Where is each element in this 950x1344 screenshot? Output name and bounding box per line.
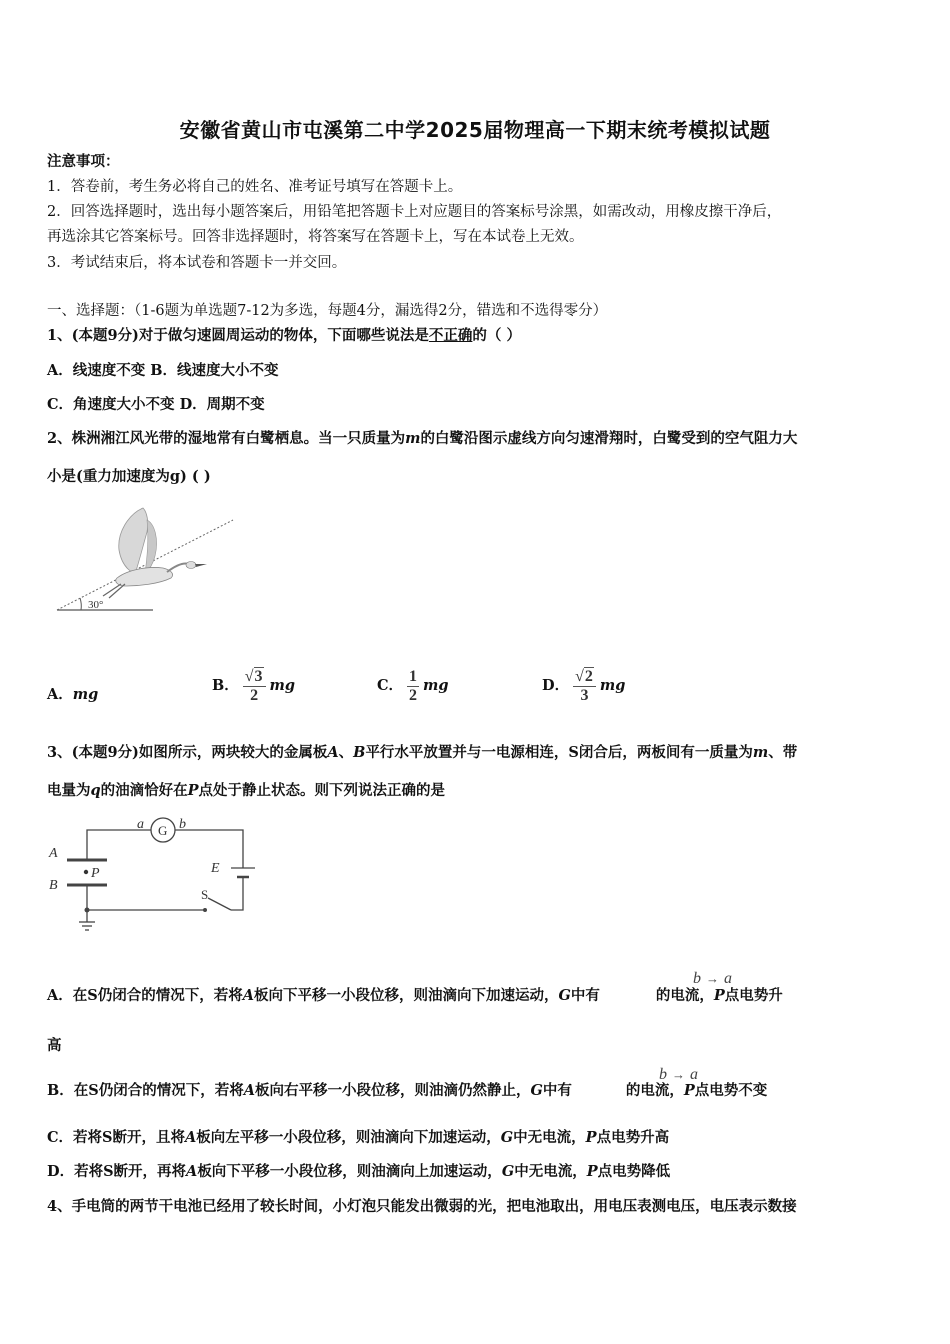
option-label: C． bbox=[377, 677, 404, 694]
var-A: A bbox=[243, 1082, 255, 1099]
oil-drop-dot bbox=[84, 870, 88, 874]
var-P: P bbox=[713, 987, 725, 1004]
option-text: A．在S仍闭合的情况下，若将 bbox=[47, 987, 243, 1004]
var-q: q bbox=[90, 782, 101, 799]
fraction-numerator: 2 bbox=[584, 667, 593, 685]
var-G: G bbox=[500, 1129, 514, 1146]
underlined-text: 不正确 bbox=[428, 327, 473, 344]
switch-contact bbox=[203, 908, 207, 912]
arrow-right-icon: → bbox=[672, 1067, 685, 1082]
var-G: G bbox=[501, 1163, 515, 1180]
question-tag: (本题9分) bbox=[71, 327, 139, 344]
question-number: 3、 bbox=[47, 744, 72, 761]
fraction-denominator: 2 bbox=[409, 686, 418, 704]
wire-right bbox=[231, 877, 243, 910]
wire-bottom bbox=[87, 885, 205, 910]
var-P: P bbox=[683, 1082, 695, 1099]
q3-text: 、带 bbox=[768, 744, 798, 761]
page-title: 安徽省黄山市屯溪第二中学2025届物理高一下期末统考模拟试题 bbox=[179, 118, 771, 142]
fraction-denominator: 3 bbox=[573, 686, 596, 705]
q2-option-d bbox=[542, 658, 625, 714]
notice-item: 1．答卷前，考生务必将自己的姓名、准考证号填写在答题卡上。 bbox=[47, 179, 463, 195]
question-number: 1、 bbox=[47, 327, 72, 344]
flow-to: a bbox=[724, 970, 732, 987]
fraction-numerator: 3 bbox=[254, 667, 263, 685]
label-P: P bbox=[91, 866, 100, 881]
fraction-denominator: 2 bbox=[243, 686, 266, 705]
q2-option-b bbox=[212, 658, 295, 714]
label-E: E bbox=[211, 861, 220, 876]
option-text: 板向下平移一小段位移，则油滴向上加速运动， bbox=[197, 1163, 502, 1180]
q2-option-a bbox=[47, 685, 98, 705]
question-3-line-1 bbox=[47, 743, 797, 763]
label-S: S bbox=[201, 887, 209, 902]
option-text: 点电势不变 bbox=[694, 1082, 768, 1099]
q1-options-ab: A．线速度不变 B．线速度大小不变 bbox=[47, 362, 279, 379]
var-A: A bbox=[327, 744, 339, 761]
q2-text: 的白鹭沿图示虚线方向匀速滑翔时，白鹭受到的空气阻力大 bbox=[420, 430, 798, 447]
option-text: 中无电流， bbox=[513, 1129, 586, 1146]
question-4-line-1: 4、手电筒的两节干电池已经用了较长时间，小灯泡只能发出微弱的光，把电池取出，用电压表测电压，电压表示数接 bbox=[47, 1198, 797, 1215]
var-mg: mg bbox=[599, 677, 626, 694]
option-label: A． bbox=[47, 686, 73, 703]
q3-text: 点处于静止状态。则下列说法正确的是 bbox=[198, 782, 446, 799]
switch-blade bbox=[208, 898, 231, 910]
junction-dot bbox=[85, 908, 90, 913]
q3-option-b bbox=[47, 1081, 767, 1101]
arrow-right-icon: → bbox=[706, 971, 719, 986]
q2-option-c bbox=[377, 658, 449, 714]
option-text: 板向下平移一小段位移，则油滴向下加速运动， bbox=[254, 987, 559, 1004]
q3-text: 、 bbox=[338, 744, 354, 761]
notice-heading: 注意事项： bbox=[47, 153, 120, 170]
q1-options-cd: C．角速度大小不变 D．周期不变 bbox=[47, 396, 265, 413]
q3-option-d bbox=[47, 1162, 670, 1182]
var-A: A bbox=[186, 1163, 198, 1180]
var-A: A bbox=[185, 1129, 197, 1146]
label-a: a bbox=[137, 817, 144, 832]
option-text: 中有 bbox=[542, 1082, 572, 1099]
option-text: 中无电流， bbox=[514, 1163, 587, 1180]
fraction-numerator: 1 bbox=[409, 667, 418, 685]
q3-text: 的油滴恰好在 bbox=[100, 782, 188, 799]
var-mg: mg bbox=[269, 677, 296, 694]
q3-text: 电量为 bbox=[47, 782, 91, 799]
var-P: P bbox=[585, 1129, 597, 1146]
question-1 bbox=[47, 326, 521, 346]
label-b: b bbox=[179, 817, 186, 832]
question-2-line-2: 小是(重力加速度为g) ( ) bbox=[47, 468, 211, 485]
current-direction-b-to-a bbox=[693, 970, 732, 988]
question-text-tail: 的（ ） bbox=[472, 327, 521, 344]
q3-option-a bbox=[47, 986, 783, 1006]
angle-label: 30° bbox=[88, 599, 104, 611]
egret-figure bbox=[55, 500, 240, 620]
q2-text: 2、株洲湘江风光带的湿地常有白鹭栖息。当一只质量为 bbox=[47, 430, 406, 447]
option-text: D．若将S断开，再将 bbox=[47, 1163, 187, 1180]
flow-from: b bbox=[659, 1066, 667, 1083]
fraction-1-over-2 bbox=[407, 668, 419, 705]
option-text: 的电流， bbox=[655, 987, 714, 1004]
option-text: 中有 bbox=[570, 987, 600, 1004]
fraction-sqrt3-over-2: $\frac{√3}{2}$ bbox=[243, 668, 266, 705]
var-m: m bbox=[405, 430, 421, 447]
var-m: m bbox=[752, 744, 769, 761]
question-2-line-1 bbox=[47, 429, 797, 449]
notice-item: 再选涂其它答案标号。回答非选择题时，将答案写在答题卡上，写在本试卷上无效。 bbox=[47, 229, 584, 245]
wire-top-left bbox=[87, 830, 151, 860]
option-text: 的电流， bbox=[625, 1082, 684, 1099]
label-G: G bbox=[158, 823, 168, 838]
egret-icon bbox=[103, 508, 207, 598]
option-text: 点电势升 bbox=[724, 987, 783, 1004]
option-text: C．若将S断开，且将 bbox=[47, 1129, 186, 1146]
current-direction-b-to-a bbox=[659, 1066, 698, 1084]
var-B: B bbox=[353, 744, 366, 761]
notice-item: 2．回答选择题时，选出每小题答案后，用铅笔把答题卡上对应题目的答案标号涂黑，如需改动，用橡皮擦干净后， bbox=[47, 204, 782, 220]
option-label: D． bbox=[542, 677, 570, 694]
var-G: G bbox=[558, 987, 571, 1004]
notice-item: 3．考试结束后，将本试卷和答题卡一并交回。 bbox=[47, 255, 347, 271]
flow-from: b bbox=[693, 970, 701, 987]
fraction-sqrt2-over-3: $\frac{√2}{3}$ bbox=[573, 668, 596, 705]
question-text: 对于做匀速圆周运动的物体，下面哪些说法是 bbox=[138, 327, 429, 344]
option-text: 板向左平移一小段位移，则油滴向下加速运动， bbox=[196, 1129, 501, 1146]
label-B: B bbox=[49, 878, 58, 893]
question-3-line-2 bbox=[47, 781, 445, 801]
flow-to: a bbox=[690, 1066, 698, 1083]
q3-option-a-wrap: 高 bbox=[47, 1037, 62, 1054]
var-mg: mg bbox=[423, 677, 449, 694]
angle-arc bbox=[80, 598, 81, 610]
label-A: A bbox=[49, 846, 58, 861]
var-G: G bbox=[530, 1082, 543, 1099]
q3-text: 如图所示，两块较大的金属板 bbox=[138, 744, 328, 761]
circuit-diagram bbox=[45, 810, 265, 940]
option-text: 板向右平移一小段位移，则油滴仍然静止， bbox=[255, 1082, 531, 1099]
option-label: B． bbox=[212, 677, 239, 694]
section-heading: 一、选择题：（1-6题为单选题7-12为多选，每题4分，漏选得2分，错选和不选得零分） bbox=[47, 303, 608, 319]
var-mg: mg bbox=[72, 686, 99, 703]
option-text: 点电势升高 bbox=[596, 1129, 670, 1146]
q3-text: 平行水平放置并与一电源相连，S闭合后，两板间有一质量为 bbox=[365, 744, 753, 761]
var-A: A bbox=[242, 987, 254, 1004]
option-text: B．在S仍闭合的情况下，若将 bbox=[47, 1082, 244, 1099]
option-text: 点电势降低 bbox=[597, 1163, 671, 1180]
var-P: P bbox=[187, 782, 199, 799]
q3-option-c bbox=[47, 1128, 669, 1148]
wire-top-right bbox=[175, 830, 243, 868]
var-P: P bbox=[586, 1163, 598, 1180]
question-tag: (本题9分) bbox=[71, 744, 139, 761]
